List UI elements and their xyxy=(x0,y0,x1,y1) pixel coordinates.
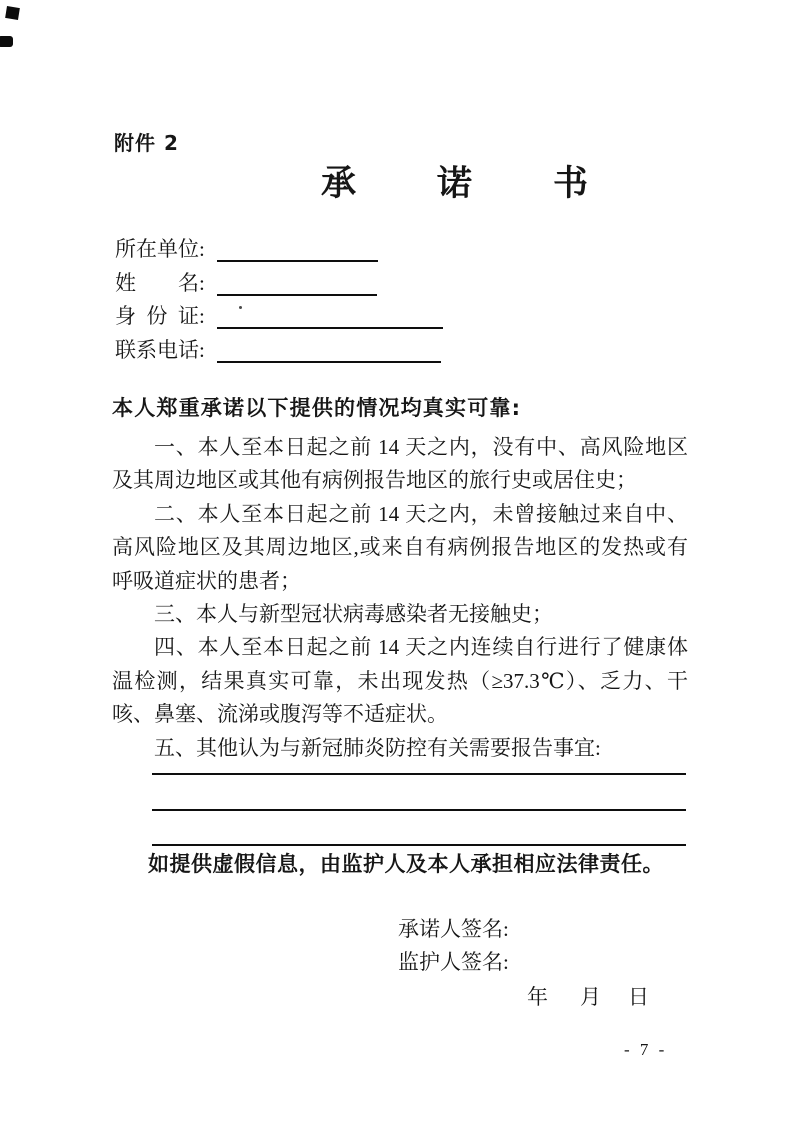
date-line xyxy=(527,981,649,1011)
pledge-header: 本人郑重承诺以下提供的情况均真实可靠: xyxy=(112,396,522,420)
item2-line2: 高风险地区及其周边地区,或来自有病例报告地区的发热或有 xyxy=(112,535,688,560)
name-fill-line xyxy=(217,271,377,296)
date-year-label: 年 xyxy=(527,985,548,1009)
promiser-signature-label: 承诺人签名: xyxy=(398,917,509,941)
id-label: 身份证 xyxy=(115,304,199,328)
date-day-label: 日 xyxy=(628,985,649,1009)
item1-line2: 及其周边地区或其他有病例报告地区的旅行史或居住史； xyxy=(112,468,637,493)
form-row-id xyxy=(115,304,535,338)
report-blank-lines xyxy=(152,740,686,846)
item4-line1: 四、本人至本日起之前 14 天之内连续自行进行了健康体 xyxy=(154,635,688,660)
item3-line1: 三、本人与新型冠状病毒感染者无接触史； xyxy=(154,601,553,626)
form-row-unit xyxy=(115,237,535,271)
unit-colon: : xyxy=(199,237,205,261)
page-number: - 7 - xyxy=(624,1040,668,1059)
phone-label: 联系电话 xyxy=(115,337,199,362)
form-row-name xyxy=(115,271,535,305)
item2-line3: 呼吸道症状的患者； xyxy=(112,568,301,593)
form-row-phone xyxy=(115,338,535,372)
document-title: 承 诺 书 xyxy=(321,164,612,203)
scan-mark-top xyxy=(5,6,20,20)
pledge-items xyxy=(112,431,688,765)
blank-line-3 xyxy=(152,811,686,846)
name-colon: : xyxy=(199,270,205,295)
phone-fill-line xyxy=(217,338,441,363)
id-colon: : xyxy=(199,304,205,328)
date-month-label: 月 xyxy=(580,985,601,1009)
legal-warning: 如提供虚假信息，由监护人及本人承担相应法律责任。 xyxy=(148,852,664,876)
guardian-signature-label: 监护人签名: xyxy=(398,950,509,974)
item5-line1: 五、其他认为与新冠肺炎防控有关需要报告事宜: xyxy=(154,735,601,760)
blank-line-2 xyxy=(152,775,686,810)
attachment-label: 附件 2 xyxy=(114,131,179,155)
item2-line1: 二、本人至本日起之前 14 天之内，未曾接触过来自中、 xyxy=(154,501,688,526)
name-label: 姓名 xyxy=(115,270,199,295)
item4-line2: 温检测，结果真实可靠，未出现发热（≥37.3℃）、乏力、干 xyxy=(112,668,688,693)
id-fill-line xyxy=(217,304,443,329)
phone-colon: : xyxy=(199,337,205,362)
identity-form xyxy=(115,237,535,371)
item4-line3: 咳、鼻塞、流涕或腹泻等不适症状。 xyxy=(112,702,448,727)
item1-line1: 一、本人至本日起之前 14 天之内，没有中、高风险地区 xyxy=(154,435,688,459)
unit-fill-line xyxy=(217,237,378,262)
unit-label: 所在单位 xyxy=(115,237,199,261)
scan-mark-bottom xyxy=(0,36,13,47)
blank-line-1 xyxy=(152,740,686,775)
